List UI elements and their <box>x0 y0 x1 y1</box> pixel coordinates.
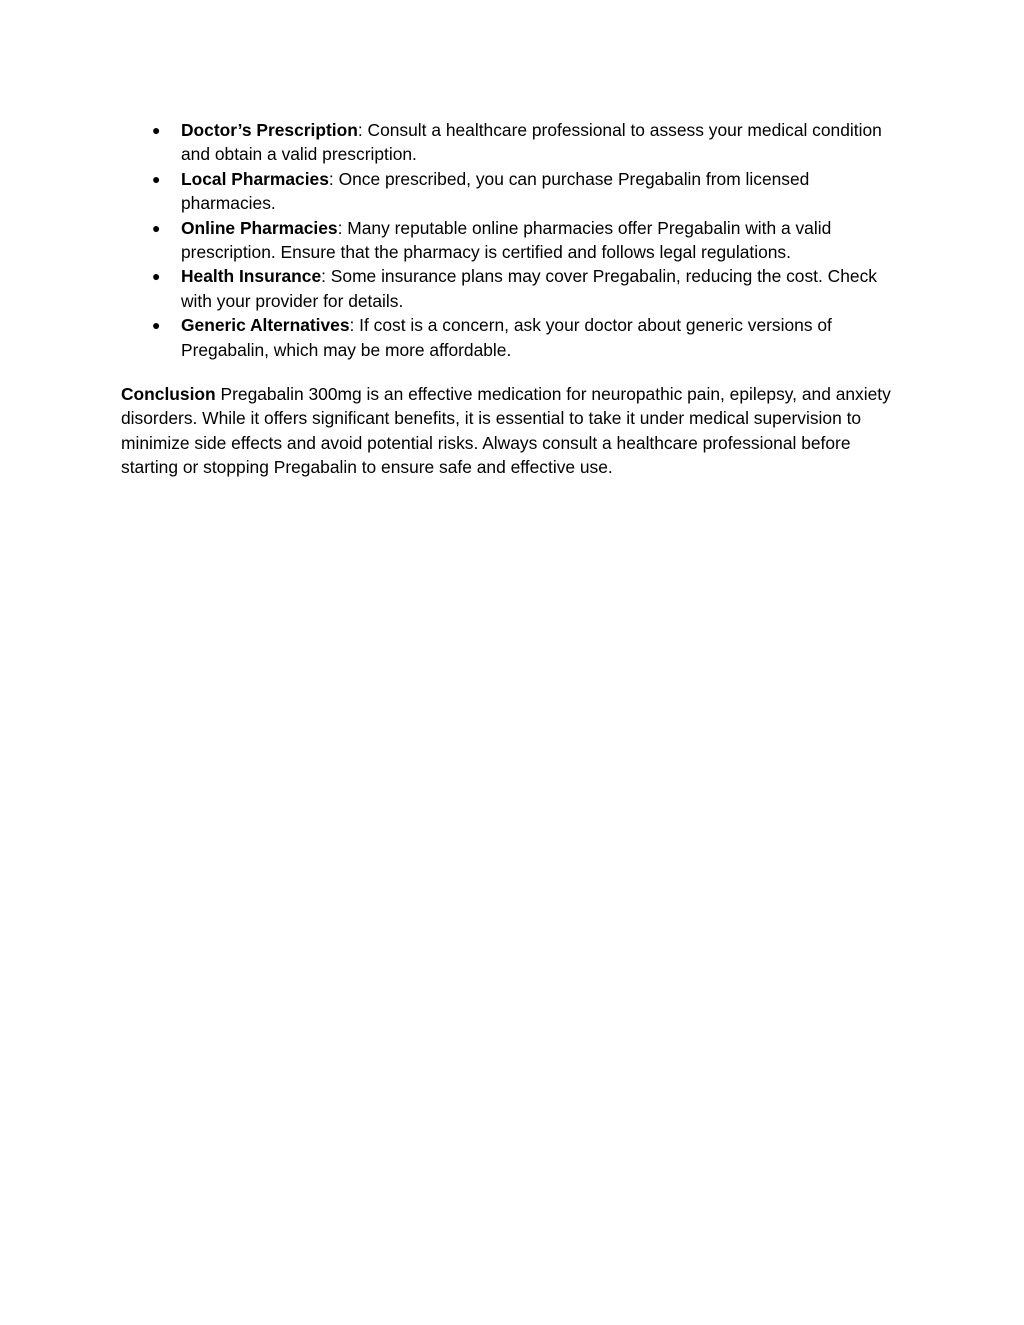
list-item-term: Health Insurance <box>181 266 322 287</box>
list-item-term: Doctor’s Prescription <box>181 120 358 140</box>
list-item-text: : Consult a healthcare professional to assess your medical condition and obtain a valid prescription. <box>181 120 882 165</box>
list-item-text: : Some insurance plans may cover Pregabalin, reducing the cost. Check with your provider for details. <box>181 266 877 311</box>
list-item <box>121 313 891 362</box>
bullet-icon: ● <box>152 170 161 187</box>
conclusion-heading: Conclusion <box>121 384 216 405</box>
document-body <box>121 118 891 480</box>
bullet-icon: ● <box>152 317 161 334</box>
bullet-icon: ● <box>152 122 161 138</box>
list-item-term: Generic Alternatives <box>181 315 350 336</box>
list-item-text: : Many reputable online pharmacies offer Pregabalin with a valid prescription. Ensure that the pharmacy is certified and follows legal regulations. <box>181 217 832 263</box>
bullet-icon: ● <box>152 268 161 285</box>
purchase-options-list <box>121 118 891 362</box>
conclusion-text: Pregabalin 300mg is an effective medication for neuropathic pain, epilepsy, and anxiety disorders. While it offers significant benefits, it is essential to take it under medical supervision to minimize side effects and avoid potential risks. Always consult a healthcare professional before starting or stopping Pregabalin to ensure safe and effective use. <box>121 384 891 478</box>
conclusion-paragraph <box>121 382 891 480</box>
list-item-term: Online Pharmacies <box>181 217 338 238</box>
list-item-text: : If cost is a concern, ask your doctor about generic versions of Pregabalin, which may be more affordable. <box>181 315 832 360</box>
list-item-term: Local Pharmacies <box>181 168 329 189</box>
list-item <box>121 118 891 167</box>
list-item <box>121 167 891 216</box>
bullet-icon: ● <box>152 219 161 236</box>
list-item-text: : Once prescribed, you can purchase Pregabalin from licensed pharmacies. <box>181 168 810 214</box>
list-item <box>121 216 891 265</box>
list-item <box>121 264 891 313</box>
